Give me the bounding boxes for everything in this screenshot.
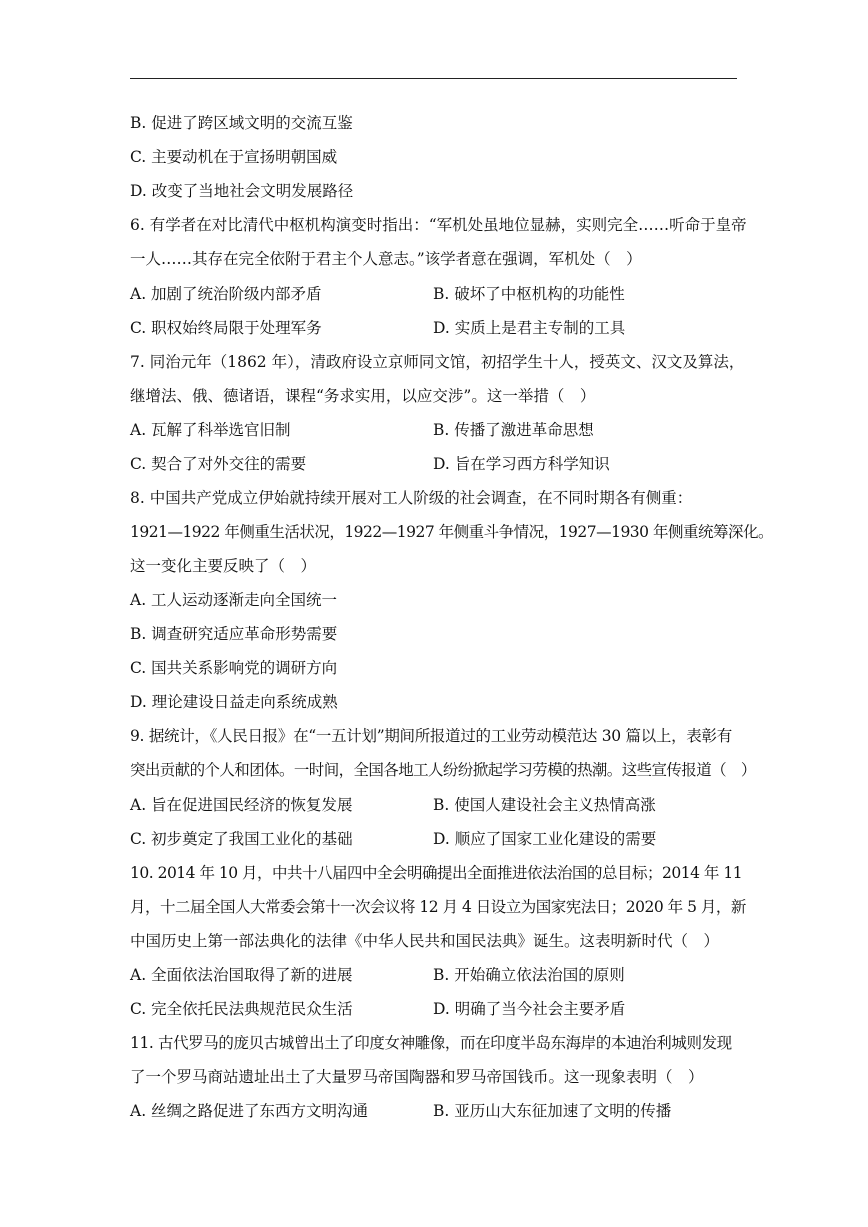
q9-option-d[interactable]: D. 顺应了国家工业化建设的需要 <box>433 830 657 848</box>
q11-option-b[interactable]: B. 亚历山大东征加速了文明的传播 <box>433 1102 672 1120</box>
option-b-prev[interactable]: B. 促进了跨区域文明的交流互鉴 <box>130 114 353 132</box>
q6-option-b[interactable]: B. 破坏了中枢机构的功能性 <box>433 285 625 303</box>
q8-option-a[interactable]: A. 工人运动逐渐走向全国统一 <box>130 591 338 609</box>
q8-stem-line-2: 1921—1922 年侧重生活状况，1922—1927 年侧重斗争情况，1927—1930 年侧重统筹深化。 <box>130 523 773 541</box>
q11-stem-line-2: 了一个罗马商站遗址出土了大量罗马帝国陶器和罗马帝国钱币。这一现象表明（ ） <box>130 1068 704 1086</box>
q9-option-b[interactable]: B. 使国人建设社会主义热情高涨 <box>433 796 656 814</box>
q8-option-d[interactable]: D. 理论建设日益走向系统成熟 <box>130 693 338 711</box>
q6-option-d[interactable]: D. 实质上是君主专制的工具 <box>433 319 626 337</box>
header-rule <box>130 78 737 79</box>
q11-option-a[interactable]: A. 丝绸之路促进了东西方文明沟通 <box>130 1102 369 1120</box>
q7-option-d[interactable]: D. 旨在学习西方科学知识 <box>433 455 610 473</box>
q10-stem-line-1: 10. 2014 年 10 月，中共十八届四中全会明确提出全面推进依法治国的总目标；2014 年 11 <box>130 864 743 882</box>
q8-stem-line-1: 8. 中国共产党成立伊始就持续开展对工人阶级的社会调查，在不同时期各有侧重： <box>130 489 693 507</box>
q8-option-c[interactable]: C. 国共关系影响党的调研方向 <box>130 659 338 677</box>
q8-stem-line-3: 这一变化主要反映了（ ） <box>130 557 317 575</box>
q9-stem-line-2: 突出贡献的个人和团体。一时间，全国各地工人纷纷掀起学习劳模的热潮。这些宣传报道（ ） <box>130 761 756 779</box>
q6-stem-line-2: 一人……其存在完全依附于君主个人意志。”该学者意在强调，军机处（ ） <box>130 250 642 268</box>
q7-option-c[interactable]: C. 契合了对外交往的需要 <box>130 455 307 473</box>
q10-option-b[interactable]: B. 开始确立依法治国的原则 <box>433 966 625 984</box>
q7-stem-line-2: 继增法、俄、德诸语，课程“务求实用，以应交涉”。这一举措（ ） <box>130 387 596 405</box>
q6-option-c[interactable]: C. 职权始终局限于处理军务 <box>130 319 322 337</box>
q7-option-a[interactable]: A. 瓦解了科举选官旧制 <box>130 421 291 439</box>
q10-option-d[interactable]: D. 明确了当今社会主要矛盾 <box>433 1000 626 1018</box>
q7-option-b[interactable]: B. 传播了激进革命思想 <box>433 421 594 439</box>
q6-option-a[interactable]: A. 加剧了统治阶级内部矛盾 <box>130 285 322 303</box>
q11-stem-line-1: 11. 古代罗马的庞贝古城曾出土了印度女神雕像，而在印度半岛东海岸的本迪治利城则发现 <box>130 1034 732 1052</box>
q8-option-b[interactable]: B. 调查研究适应革命形势需要 <box>130 625 338 643</box>
q9-option-a[interactable]: A. 旨在促进国民经济的恢复发展 <box>130 796 353 814</box>
q10-stem-line-3: 中国历史上第一部法典化的法律《中华人民共和国民法典》诞生。这表明新时代（ ） <box>130 932 720 950</box>
q7-stem-line-1: 7. 同治元年（1862 年），清政府设立京师同文馆，初招学生十人，授英文、汉文及算法， <box>130 353 745 371</box>
q9-stem-line-1: 9. 据统计，《人民日报》在“一五计划”期间所报道过的工业劳动模范达 30 篇以上，表彰有 <box>130 727 732 745</box>
q10-stem-line-2: 月，十二届全国人大常委会第十一次会议将 12 月 4 日设立为国家宪法日；2020 年 5 月，新 <box>130 898 746 916</box>
q9-option-c[interactable]: C. 初步奠定了我国工业化的基础 <box>130 830 353 848</box>
q10-option-c[interactable]: C. 完全依托民法典规范民众生活 <box>130 1000 353 1018</box>
option-c-prev[interactable]: C. 主要动机在于宣扬明朝国威 <box>130 148 338 166</box>
q6-stem-line-1: 6. 有学者在对比清代中枢机构演变时指出：“军机处虽地位显赫，实则完全……听命于皇帝 <box>130 216 747 234</box>
option-d-prev[interactable]: D. 改变了当地社会文明发展路径 <box>130 182 354 200</box>
q10-option-a[interactable]: A. 全面依法治国取得了新的进展 <box>130 966 353 984</box>
